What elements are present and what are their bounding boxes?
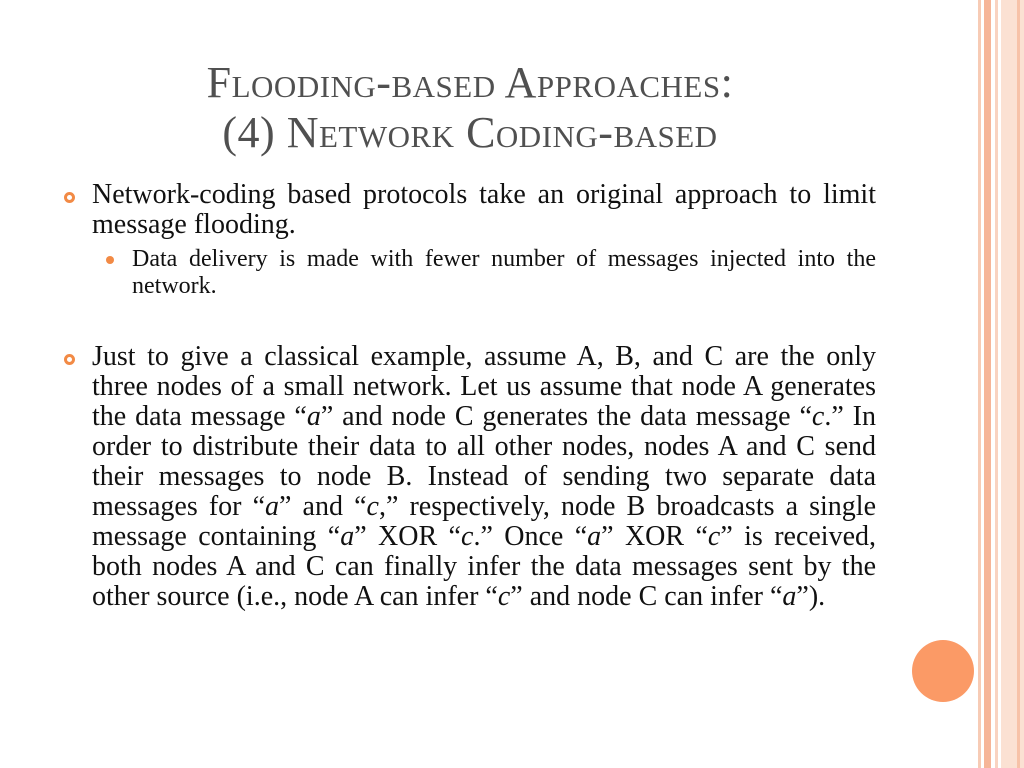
slide-body bbox=[60, 180, 876, 612]
bullet-ring-icon bbox=[64, 192, 75, 203]
decorative-circle bbox=[912, 640, 974, 702]
decorative-stripe bbox=[984, 0, 991, 768]
decorative-stripe bbox=[995, 0, 998, 768]
title-line-2: (4) Network Coding-based bbox=[222, 108, 718, 157]
sub-bullet-text: Data delivery is made with fewer number of messages injected into the network. bbox=[132, 246, 876, 299]
sub-bullet-item bbox=[60, 246, 876, 300]
decorative-stripe bbox=[978, 0, 981, 768]
bullet-item bbox=[60, 180, 876, 240]
bullet-text: Just to give a classical example, assume A, B, and C are the only three nodes of a small network. Let us assume that node A generates the data message “a” and node C generates the data message “c.” In order to distribute their data to all other nodes, nodes A and C send their messages to node B. Instead of sending two separate data messages for “a” and “c,” respectively, node B broadcasts a single message containing “a” XOR “c.” Once “a” XOR “c” is received, both nodes A and C can finally infer the data messages sent by the other source (i.e., node A can infer “c” and node C can infer “a”). bbox=[92, 341, 877, 612]
title-line-1: Flooding-based Approaches: bbox=[206, 58, 734, 107]
bullet-item bbox=[60, 342, 876, 612]
bullet-text: Network-coding based protocols take an original approach to limit message flooding. bbox=[92, 179, 876, 240]
decorative-stripe bbox=[1017, 0, 1020, 768]
slide-title bbox=[60, 58, 880, 158]
bullet-dot-icon bbox=[106, 256, 114, 264]
bullet-ring-icon bbox=[64, 354, 75, 365]
decorative-stripe bbox=[1001, 0, 1024, 768]
